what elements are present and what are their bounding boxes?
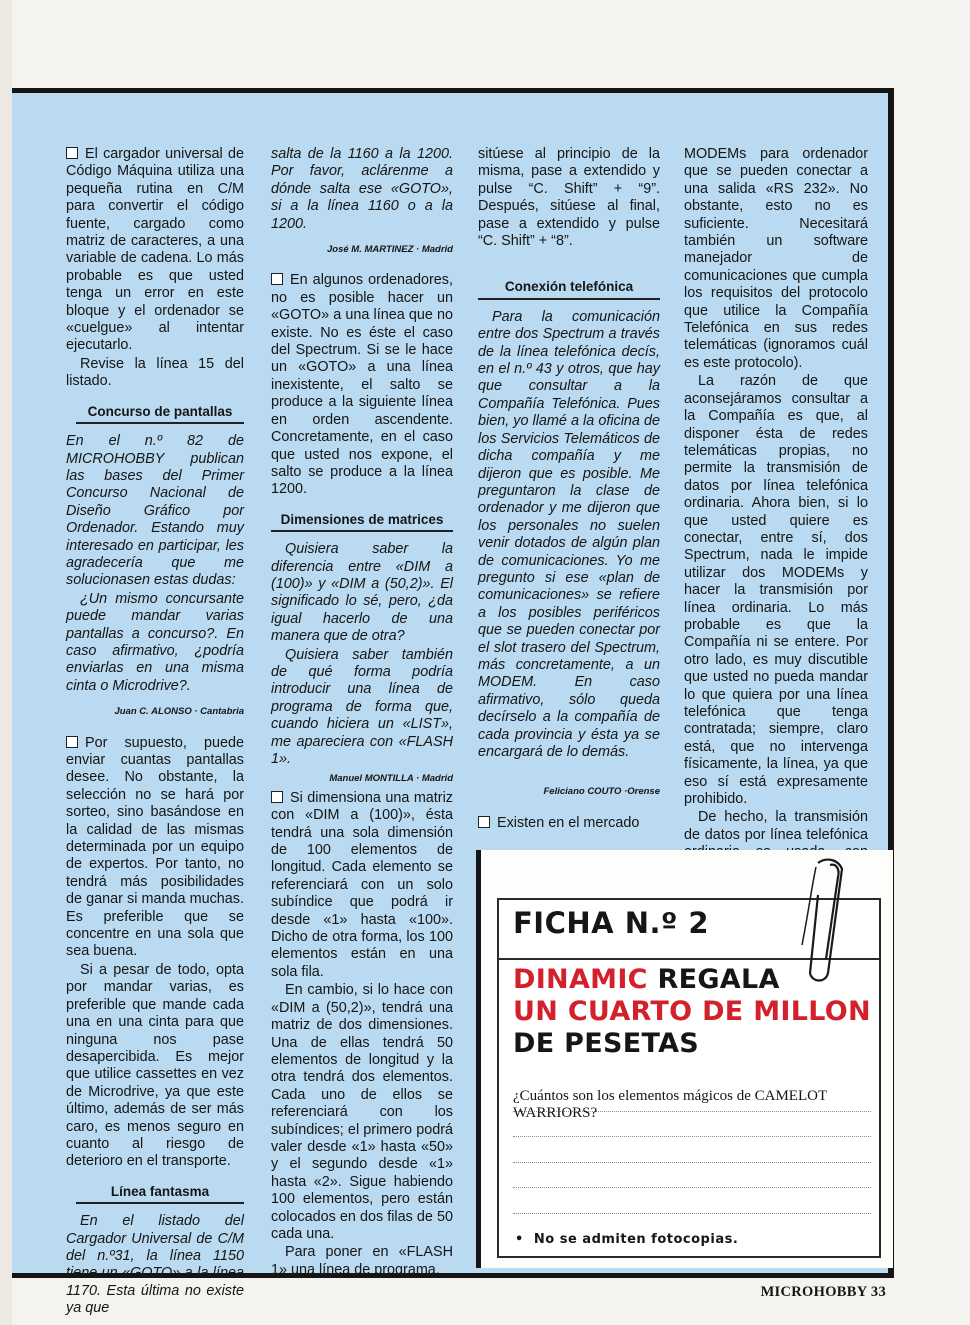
slogan-text: REGALA [647,964,780,995]
paper-clip-icon [788,855,858,985]
answer-paragraph: sitúese al principio de la misma, pase a extendido y pulse “C. Shift” + “9”. Después, sitúese al final, pase a extendido y pulse “C. Shift” + “8”. [478,146,660,250]
page-margin [0,0,12,1325]
answer-paragraph: La razón de que aconsejáramos consultar a la Compañía es que, al disponer ésta de redes telemáticas propias, no permite la transmisión de datos por línea telefónica ordinaria. Ahora bien, si lo que usted quiere es conectar, entre sí, dos Spectrum, nada le impide utilizar dos MODEMs y hacer la transmisión por línea ordinaria. Lo más probable es que la Compañía ni se entere. Por otro lado, es muy discutible que usted no pueda mandar lo que quiera por una línea telefónica que tenga contratada; siempre, claro está, que no intervenga físicamente, la línea, ya que eso sí está expresamente prohibido. [684,373,868,808]
letter-paragraph: Para la comunicación entre dos Spectrum a través de la línea telefónica decís, en el n.º 43 y otros, que hay que consultar a la Compañía Telefónica. Pues bien, yo llamé a la oficina de los Servicios Telemáticos de dicha compañía y me dijeron que es posible. Me preguntaron la clase de ordenador y me dijeron que los personales no suelen venir dotados de algún plan de comunicaciones. Yo me pregunto si ese «plan de comunicaciones» se refiere a los posibles periféricos que se pueden conectar por el slot trasero del Spectrum, más concretamente, a un MODEM. En caso afirmativo, sólo queda decírselo a la compañía de cada provincia y ésta ya se encargará de lo demás. [478,308,660,760]
letter-paragraph: Quisiera saber la diferencia entre «DIM a (100)» y «DIM a (50,2)». El significado lo sé, pero, ¿da igual hacerlo de una manera que de otra? [271,541,453,645]
answer-paragraph: Si a pesar de todo, opta por mandar varias, es preferible que mande cada una en una cinta para que ninguna nos pase desapercibida. Es mejor que utilice cassettes en vez de Microdrive, ya que este último, además de ser más caro, es menos seguro en cuanto al riesgo de deterioro en el transporte. [66,961,244,1170]
answer-paragraph: Existen en el mercado [478,815,660,832]
section-heading: Dimensiones de matrices [271,511,453,532]
letter-paragraph: Quisiera saber también de qué forma podría introducir una línea de programa de forma que, cuando hiciera un «LIST», me apareciera con «FLASH 1». [271,646,453,767]
answer-paragraph: En algunos ordenadores, no es posible hacer un «GOTO» a una línea que no existe. No es éste el caso del Spectrum. Si se le hace un «GOTO» a una línea inexistente, el salto se produce a la siguiente línea en orden ascendente. Concretamente, en el caso que usted nos expone, el salto se produce a la línea 1200. [271,272,453,498]
section-heading: Concurso de pantallas [76,403,244,424]
letter-paragraph: En el n.º 82 de MICROHOBBY publican las bases del Primer Concurso Nacional de Diseño Gráfico por Ordenador. Estando muy interesado en participar, les agradecería que me solucionasen estas dudas: [66,433,244,589]
ficha-title: FICHA N.º 2 [513,906,710,940]
contest-question: ¿Cuántos son los elementos mágicos de CAMELOT WARRIORS? [513,1088,827,1121]
answer-paragraph: El cargador universal de Código Máquina utiliza una pequeña rutina en C/M para convertir el código fuente, cargado como matriz de caracteres, a una variable de cadena. Lo más probable es que usted tenga un error en este bloque y el ordenador se «cuelgue» al intentar ejecutarlo. [66,146,244,354]
square-bullet-icon [271,791,283,803]
letter-signature: Juan C. ALONSO · Cantabria [114,706,244,718]
magazine-name: MICROHOBBY [760,1284,867,1300]
answer-paragraph: Para poner en «FLASH 1» una línea de programa, [271,1244,453,1278]
slogan-brand: DINAMIC [513,964,648,995]
answer-paragraph: Si dimensiona una matriz con «DIM a (100)», ésta tendrá una sola dimensión de 100 elementos de longitud. Cada elemento se referenciará con un solo subíndice que podrá ir desde «1» hasta «100». Dicho de otra forma, los 100 elementos están en una sola fila. [271,789,453,980]
answer-paragraph: En cambio, si lo hace con «DIM a (50,2)», tendrá una matriz de dos dimensiones. Una de ellas tendrá 50 elementos de longitud y la otra tendrá dos elementos. Cada uno de ellos se referenciará con los subíndices; el primero podrá valer desde «1» hasta «50» y el segundo desde «1» hasta «2». Sigue habiendo 100 elementos, pero están colocados en dos filas de 50 cada una. [271,982,453,1242]
answer-paragraph: Revise la línea 15 del listado. [66,355,244,390]
contest-note: • No se admiten fotocopias. [515,1232,739,1247]
answer-paragraph: Por supuesto, puede enviar cuantas pantallas desee. No obstante, la selección no se hará por sorteo, sino basándose en la calidad de las mismas determinada por un equipo de expertos. Por tanto, no tendrá más posibilidades de ganar si manda muchas. Es preferible que se concentre en una sola que sea buena. [66,734,244,960]
square-bullet-icon [271,273,283,285]
answer-paragraph: MODEMs para ordenador que se pueden conectar a una salida «RS 232». No obstante, esto no es suficiente. Necesitará también un software manejador de comunicaciones que cumpla los requisitos del protocolo que utilice la Compañía Telefónica en sus redes telemáticas (ignoramos cuál es este protocolo). [684,146,868,371]
page-number: 33 [870,1284,886,1300]
letter-paragraph: En el listado del Cargador Universal de C/M del n.º31, la línea 1150 tiene un «GOTO» a la línea 1170. Esta última no existe ya que [66,1213,244,1317]
square-bullet-icon [66,736,78,748]
letter-paragraph: ¿Un mismo concursante puede mandar varias pantallas a concurso?. En caso afirmativo, ¿podría enviarlas en una misma cinta o Microdrive?. [66,590,244,694]
square-bullet-icon [66,147,78,159]
letter-paragraph: salta de la 1160 a la 1200. Por favor, aclárenme a dónde salta ese «GOTO», si a la línea 1160 o a la 1200. [271,146,453,232]
letter-signature: Feliciano COUTO ·Orense [543,786,660,798]
page-footer [761,1284,886,1301]
slogan-prize: UN CUARTO DE MILLON [513,996,871,1027]
column-4 [684,146,868,880]
section-heading: Conexión telefónica [478,278,660,299]
answer-paragraph: De hecho, la transmisión de datos por línea telefónica [684,809,868,843]
letter-signature: José M. MARTINEZ · Madrid [327,244,453,256]
letter-signature: Manuel MONTILLA · Madrid [329,773,453,785]
square-bullet-icon [478,816,490,828]
section-heading: Línea fantasma [76,1183,244,1204]
column-3 [478,146,660,833]
column-2 [271,146,453,1280]
column-1 [66,146,244,1319]
slogan-text: DE PESETAS [513,1028,700,1059]
